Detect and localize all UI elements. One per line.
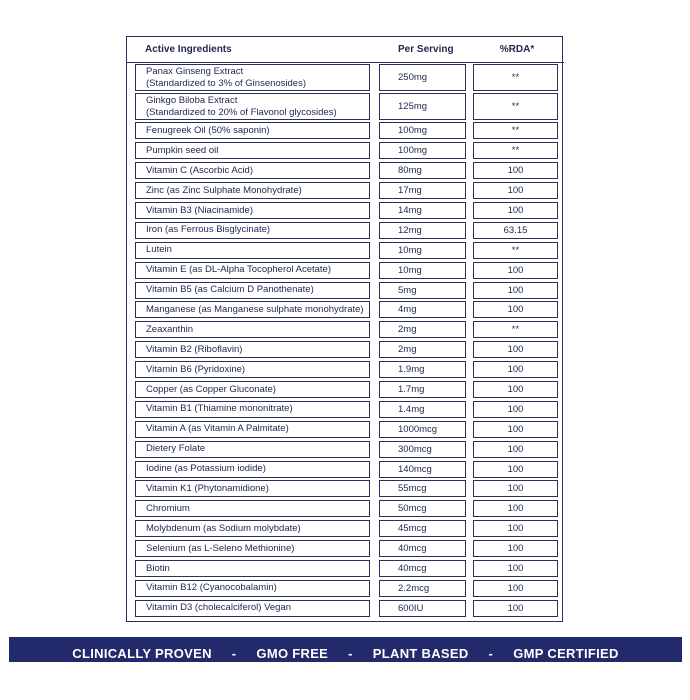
per-serving-cell-text: 12mg xyxy=(398,224,422,236)
table-row xyxy=(127,559,564,579)
per-serving-cell-text: 2mg xyxy=(398,324,417,336)
per-serving-cell-text: 1.7mg xyxy=(398,384,425,396)
per-serving-cell xyxy=(379,441,466,458)
table-row xyxy=(127,578,564,598)
ingredient-cell-text: Vitamin B3 (Niacinamide) xyxy=(146,204,254,216)
table-row xyxy=(127,220,564,240)
per-serving-cell-text: 300mcg xyxy=(398,443,432,455)
rda-cell-text: 100 xyxy=(507,165,524,177)
per-serving-cell xyxy=(379,222,466,239)
ingredient-cell xyxy=(135,401,370,418)
per-serving-cell-text: 1000mcg xyxy=(398,423,438,435)
ingredient-cell xyxy=(135,182,370,199)
ingredient-cell xyxy=(135,321,370,338)
ingredient-cell xyxy=(135,222,370,239)
ingredient-cell-text: Vitamin A (as Vitamin A Palmitate) xyxy=(146,423,289,435)
per-serving-cell-text: 140mcg xyxy=(398,463,432,475)
per-serving-cell xyxy=(379,520,466,537)
per-serving-cell xyxy=(379,182,466,199)
rda-cell-text: 100 xyxy=(507,185,524,197)
ingredient-cell xyxy=(135,122,370,139)
ingredient-cell-text: Iron (as Ferrous Bisglycinate) xyxy=(146,224,271,236)
rda-cell xyxy=(473,520,558,537)
table-row xyxy=(127,499,564,519)
claim-gmp-certified: GMP CERTIFIED xyxy=(513,646,619,661)
table-header-row xyxy=(127,37,564,63)
ingredient-cell xyxy=(135,560,370,577)
per-serving-cell-text: 2.2mcg xyxy=(398,582,430,594)
per-serving-cell xyxy=(379,580,466,597)
ingredient-cell-text: Ginkgo Biloba Extract (Standardized to 20% of Flavonol glycosides) xyxy=(146,94,337,118)
per-serving-cell-text: 40mcg xyxy=(398,543,427,555)
per-serving-cell xyxy=(379,600,466,617)
ingredient-cell xyxy=(135,441,370,458)
ingredient-cell-text: Molybdenum (as Sodium molybdate) xyxy=(146,522,301,534)
rda-cell-text: ** xyxy=(511,125,520,137)
per-serving-cell xyxy=(379,93,466,120)
ingredient-cell-text: Zinc (as Zinc Sulphate Monohydrate) xyxy=(146,184,302,196)
per-serving-cell xyxy=(379,162,466,179)
rda-cell-text: 100 xyxy=(507,264,524,276)
rda-cell xyxy=(473,500,558,517)
ingredient-cell xyxy=(135,520,370,537)
ingredient-cell xyxy=(135,93,370,120)
ingredient-cell xyxy=(135,500,370,517)
per-serving-cell-text: 2mg xyxy=(398,344,417,356)
per-serving-cell xyxy=(379,461,466,478)
rda-cell-text: 100 xyxy=(507,523,524,535)
rda-cell-text: 100 xyxy=(507,344,524,356)
table-row xyxy=(127,360,564,380)
per-serving-cell-text: 4mg xyxy=(398,304,417,316)
rda-cell xyxy=(473,222,558,239)
table-row xyxy=(127,141,564,161)
per-serving-cell xyxy=(379,64,466,91)
per-serving-cell-text: 55mcg xyxy=(398,483,427,495)
per-serving-cell xyxy=(379,500,466,517)
table-row xyxy=(127,92,564,121)
claim-clinically-proven: CLINICALLY PROVEN xyxy=(72,646,212,661)
rda-cell-text: 100 xyxy=(507,483,524,495)
rda-cell-text: 100 xyxy=(507,503,524,515)
ingredient-cell-text: Biotin xyxy=(146,562,170,574)
per-serving-cell-text: 40mcg xyxy=(398,563,427,575)
rda-cell xyxy=(473,600,558,617)
ingredient-cell-text: Vitamin B5 (as Calcium D Panothenate) xyxy=(146,284,314,296)
table-row xyxy=(127,419,564,439)
rda-cell xyxy=(473,162,558,179)
per-serving-cell xyxy=(379,421,466,438)
per-serving-cell xyxy=(379,381,466,398)
per-serving-cell-text: 100mg xyxy=(398,125,428,137)
per-serving-cell-text: 1.9mg xyxy=(398,364,425,376)
ingredient-cell-text: Copper (as Copper Gluconate) xyxy=(146,383,276,395)
rda-cell-text: 100 xyxy=(507,563,524,575)
per-serving-cell-text: 17mg xyxy=(398,185,422,197)
rda-cell-text: 100 xyxy=(507,602,524,614)
per-serving-cell xyxy=(379,341,466,358)
rda-cell-text: 63.15 xyxy=(503,224,528,236)
ingredient-cell xyxy=(135,461,370,478)
table-row xyxy=(127,479,564,499)
ingredient-cell xyxy=(135,202,370,219)
rda-cell-text: ** xyxy=(511,72,520,83)
table-row xyxy=(127,201,564,221)
rda-cell-text: 100 xyxy=(507,284,524,296)
per-serving-cell-text: 125mg xyxy=(398,101,428,112)
header-rda: %RDA* xyxy=(470,37,564,63)
rda-cell xyxy=(473,421,558,438)
ingredient-cell-text: Manganese (as Manganese sulphate monohydrate) xyxy=(146,303,364,315)
per-serving-cell-text: 45mcg xyxy=(398,523,427,535)
rda-cell xyxy=(473,262,558,279)
ingredient-cell-text: Panax Ginseng Extract (Standardized to 3% of Ginsenosides) xyxy=(146,65,307,89)
ingredients-table xyxy=(127,37,564,618)
ingredient-cell-text: Vitamin B12 (Cyanocobalamin) xyxy=(146,582,277,594)
rda-cell xyxy=(473,202,558,219)
ingredient-cell xyxy=(135,540,370,557)
rda-cell xyxy=(473,441,558,458)
ingredient-cell xyxy=(135,64,370,91)
rda-cell-text: ** xyxy=(511,324,520,336)
rda-cell-text: 100 xyxy=(507,205,524,216)
rda-cell xyxy=(473,401,558,418)
table-row xyxy=(127,320,564,340)
claim-separator: - xyxy=(488,646,494,661)
per-serving-cell-text: 50mcg xyxy=(398,503,427,515)
ingredient-cell xyxy=(135,162,370,179)
table-row xyxy=(127,240,564,260)
claim-separator: - xyxy=(348,646,353,661)
rda-cell xyxy=(473,480,558,497)
rda-cell-text: 100 xyxy=(507,582,524,594)
per-serving-cell xyxy=(379,282,466,299)
rda-cell xyxy=(473,560,558,577)
ingredient-cell xyxy=(135,600,370,617)
ingredient-cell-text: Vitamin B2 (Riboflavin) xyxy=(146,343,243,355)
per-serving-cell xyxy=(379,122,466,139)
per-serving-cell-text: 5mg xyxy=(398,284,417,296)
ingredient-cell-text: Vitamin D3 (cholecalciferol) Vegan xyxy=(146,602,292,614)
rda-cell-text: 100 xyxy=(507,304,524,316)
per-serving-cell xyxy=(379,401,466,418)
rda-cell xyxy=(473,64,558,91)
per-serving-cell-text: 600IU xyxy=(398,602,424,614)
rda-cell-text: 100 xyxy=(507,364,524,376)
ingredient-cell xyxy=(135,381,370,398)
rda-cell-text: 100 xyxy=(507,463,524,475)
per-serving-cell xyxy=(379,301,466,318)
ingredient-cell-text: Selenium (as L-Seleno Methionine) xyxy=(146,542,295,554)
ingredient-cell xyxy=(135,421,370,438)
rda-cell xyxy=(473,142,558,159)
table-row xyxy=(127,459,564,479)
ingredient-cell-text: Vitamin B6 (Pyridoxine) xyxy=(146,363,246,375)
table-row xyxy=(127,181,564,201)
rda-cell xyxy=(473,122,558,139)
table-row xyxy=(127,519,564,539)
table-row xyxy=(127,399,564,419)
per-serving-cell-text: 250mg xyxy=(398,72,428,83)
ingredient-cell xyxy=(135,282,370,299)
ingredient-cell-text: Fenugreek Oil (50% saponin) xyxy=(146,124,270,136)
rda-cell-text: 100 xyxy=(507,403,524,415)
per-serving-cell-text: 10mg xyxy=(398,264,422,276)
rda-cell-text: 100 xyxy=(507,384,524,396)
table-row xyxy=(127,300,564,320)
per-serving-cell xyxy=(379,202,466,219)
rda-cell xyxy=(473,242,558,259)
ingredient-cell-text: Vitamin E (as DL-Alpha Tocopherol Acetate) xyxy=(146,264,331,276)
ingredient-cell xyxy=(135,242,370,259)
ingredient-cell-text: Lutein xyxy=(146,244,172,256)
table-row xyxy=(127,121,564,141)
per-serving-cell xyxy=(379,361,466,378)
nutrition-facts-panel xyxy=(126,36,563,622)
claim-separator: - xyxy=(231,646,237,661)
ingredient-cell-text: Iodine (as Potassium iodide) xyxy=(146,463,266,475)
per-serving-cell xyxy=(379,142,466,159)
claim-gmo-free: GMO FREE xyxy=(256,646,329,661)
ingredient-cell xyxy=(135,580,370,597)
rda-cell xyxy=(473,580,558,597)
ingredient-cell-text: Vitamin B1 (Thiamine mononitrate) xyxy=(146,403,293,415)
rda-cell xyxy=(473,361,558,378)
per-serving-cell-text: 1.4mg xyxy=(398,403,425,415)
per-serving-cell xyxy=(379,560,466,577)
rda-cell-text: 100 xyxy=(507,443,524,455)
per-serving-cell-text: 80mg xyxy=(398,165,422,177)
rda-cell xyxy=(473,321,558,338)
ingredient-cell xyxy=(135,341,370,358)
rda-cell xyxy=(473,341,558,358)
ingredient-cell-text: Vitamin K1 (Phytonamidione) xyxy=(146,482,269,494)
rda-cell xyxy=(473,540,558,557)
ingredient-cell-text: Vitamin C (Ascorbic Acid) xyxy=(146,164,253,176)
table-row xyxy=(127,439,564,459)
per-serving-cell xyxy=(379,262,466,279)
per-serving-cell-text: 100mg xyxy=(398,145,428,157)
rda-cell xyxy=(473,93,558,120)
per-serving-cell-text: 10mg xyxy=(398,244,422,256)
ingredient-cell-text: Chromium xyxy=(146,502,190,514)
per-serving-cell xyxy=(379,321,466,338)
rda-cell-text: ** xyxy=(511,101,520,112)
ingredient-cell-text: Zeaxanthin xyxy=(146,323,194,335)
rda-cell xyxy=(473,182,558,199)
rda-cell-text: 100 xyxy=(507,543,524,555)
ingredient-cell xyxy=(135,142,370,159)
rda-cell-text: ** xyxy=(511,145,520,157)
rda-cell xyxy=(473,282,558,299)
table-row xyxy=(127,380,564,400)
header-active-ingredients: Active Ingredients xyxy=(127,37,375,63)
table-row xyxy=(127,340,564,360)
per-serving-cell xyxy=(379,540,466,557)
ingredient-cell xyxy=(135,301,370,318)
rda-cell-text: ** xyxy=(511,244,520,256)
claims-banner xyxy=(9,637,682,662)
table-row xyxy=(127,280,564,300)
table-row xyxy=(127,598,564,618)
ingredient-cell-text: Dietery Folate xyxy=(146,443,206,455)
rda-cell xyxy=(473,301,558,318)
per-serving-cell xyxy=(379,480,466,497)
rda-cell xyxy=(473,461,558,478)
table-row xyxy=(127,63,564,93)
ingredient-cell xyxy=(135,262,370,279)
per-serving-cell xyxy=(379,242,466,259)
rda-cell-text: 100 xyxy=(507,423,524,435)
ingredient-cell xyxy=(135,361,370,378)
ingredient-cell-text: Pumpkin seed oil xyxy=(146,144,219,156)
table-row xyxy=(127,260,564,280)
header-per-serving: Per Serving xyxy=(375,37,470,63)
claim-plant-based: PLANT BASED xyxy=(372,646,469,661)
rda-cell xyxy=(473,381,558,398)
table-row xyxy=(127,539,564,559)
ingredient-cell xyxy=(135,480,370,497)
table-row xyxy=(127,161,564,181)
per-serving-cell-text: 14mg xyxy=(398,205,422,216)
